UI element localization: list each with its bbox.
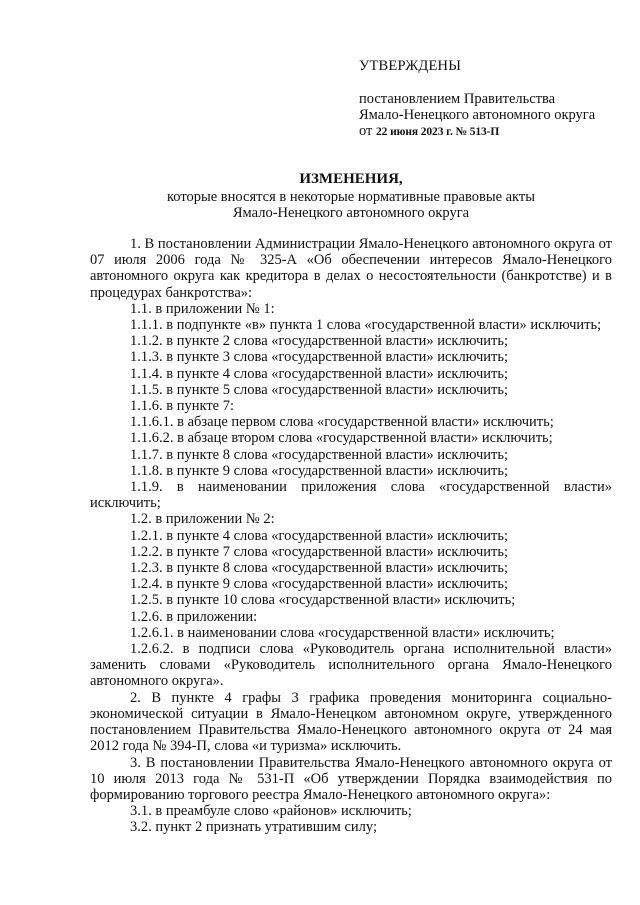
paragraph: 1.1.3. в пункте 3 слова «государственной власти» исключить; [130, 349, 508, 366]
approval-line-2: Ямало-Ненецкого автономного округа [359, 107, 596, 123]
paragraph: 1.1.2. в пункте 2 слова «государственной власти» исключить; [130, 333, 508, 350]
approval-date-prefix: от [359, 123, 373, 139]
approval-heading: УТВЕРЖДЕНЫ [359, 58, 462, 74]
paragraph: 1.1.6.2. в абзаце втором слова «государственной власти» исключить; [130, 430, 553, 447]
paragraph: 3.2. пункт 2 признать утратившим силу; [130, 819, 377, 836]
paragraph: 1.2. в приложении № 2: [130, 511, 275, 528]
document-title-block [90, 171, 612, 221]
approval-line-1: постановлением Правительства [359, 91, 556, 107]
paragraph: 1.2.3. в пункте 8 слова «государственной власти» исключить; [130, 560, 508, 577]
approval-line-3 [359, 123, 619, 140]
paragraph: 1.2.5. в пункте 10 слова «государственной власти» исключить; [130, 592, 516, 609]
paragraph: 1.1.6. в пункте 7: [130, 398, 235, 415]
paragraph: 1. В постановлении Администрации Ямало-Ненецкого автономного округа от 07 июля 2006 года № 325-А «Об обеспечении интересов Ямало-Ненецкого автономного округа как кредитора в делах о несостоятельности (банкротстве) и в процедурах банкротства»: [90, 236, 612, 301]
paragraph: 1.1.7. в пункте 8 слова «государственной власти» исключить; [130, 446, 508, 463]
paragraph: 1.2.6. в приложении: [130, 608, 258, 625]
paragraph: 1.1.9. в наименовании приложения слова «государственной власти» исключить; [90, 479, 612, 512]
approval-block [359, 58, 619, 140]
paragraph: 1.2.1. в пункте 4 слова «государственной власти» исключить; [130, 527, 508, 544]
approval-date-stamp: 22 июня 2023 г. № 513-П [376, 126, 500, 138]
document-subtitle-2: Ямало-Ненецкого автономного округа [232, 205, 470, 221]
paragraph: 1.1.6.1. в абзаце первом слова «государственной власти» исключить; [130, 414, 554, 431]
paragraph: 1.1.8. в пункте 9 слова «государственной власти» исключить; [130, 462, 508, 479]
paragraph: 1.1.1. в подпункте «в» пункта 1 слова «государственной власти» исключить; [130, 317, 602, 334]
paragraph: 3.1. в преамбуле слово «районов» исключить; [130, 803, 412, 820]
document-subtitle-1: которые вносятся в некоторые нормативные правовые акты [166, 189, 535, 205]
document-title: ИЗМЕНЕНИЯ, [299, 171, 403, 187]
paragraph: 1.1. в приложении № 1: [130, 300, 275, 317]
paragraph: 1.1.4. в пункте 4 слова «государственной власти» исключить; [130, 365, 508, 382]
paragraph: 1.2.6.2. в подписи слова «Руководитель органа исполнительной власти» заменить словами «Руководитель исполнительного органа Ямало-Ненецкого автономного округа». [90, 641, 612, 690]
paragraph: 3. В постановлении Правительства Ямало-Ненецкого автономного округа от 10 июля 2013 года № 531-П «Об утверждении Порядка взаимодействия по формированию торгового реестра Ямало-Ненецкого автономного округа»: [90, 754, 612, 803]
paragraph: 1.2.6.1. в наименовании слова «государственной власти» исключить; [130, 624, 555, 641]
paragraph: 2. В пункте 4 графы 3 графика проведения мониторинга социально-экономической ситуации в Ямало-Ненецком автономном округе, утвержденного постановлением Правительства Ямало-Ненецкого автономного округа от 24 мая 2012 года № 394-П, слова «и туризма» исключить. [90, 689, 612, 755]
paragraph: 1.2.2. в пункте 7 слова «государственной власти» исключить; [130, 543, 508, 560]
paragraph: 1.2.4. в пункте 9 слова «государственной власти» исключить; [130, 576, 508, 593]
paragraph: 1.1.5. в пункте 5 слова «государственной власти» исключить; [130, 381, 508, 398]
document-body [90, 236, 612, 836]
